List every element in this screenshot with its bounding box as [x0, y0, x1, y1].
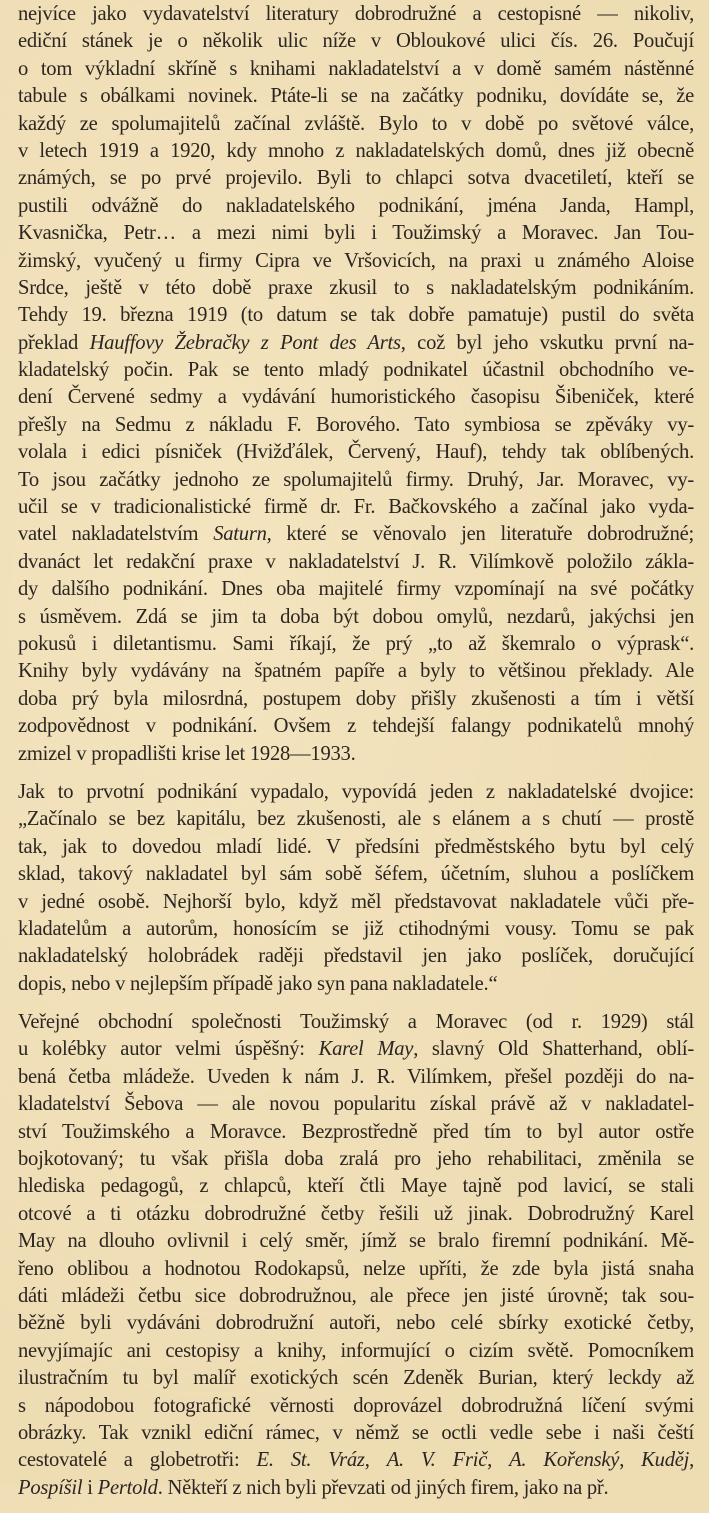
italic-text: A. V. Frič — [386, 1449, 488, 1472]
text-line — [18, 521, 694, 548]
text-segment: u kolébky autor velmi úspěšný: — [18, 1038, 319, 1061]
text-segment: May na dlouho ovlivnil i celý směr, jímž se bralo firemní podnikání. Mě- — [18, 1230, 694, 1253]
text-line — [18, 302, 694, 329]
text-segment: . Někteří z nich byli převzati od jiných firem, jako na př. — [157, 1476, 609, 1499]
text-line — [18, 631, 694, 658]
text-line — [18, 604, 694, 631]
text-segment: ství Toužimského a Moravce. Bezprostředně před tím to byl autor ostře — [18, 1120, 694, 1143]
text-segment: dení Červené sedmy a vydávání humoristického časopisu Šibeniček, které — [18, 386, 694, 409]
text-line — [18, 1228, 694, 1255]
text-line — [18, 1091, 694, 1118]
text-segment: Tehdy 19. března 1919 (to datum se tak dobře pamatuje) pustil do světa — [18, 304, 694, 327]
text-line — [18, 1393, 694, 1420]
text-line — [18, 549, 694, 576]
text-line — [18, 439, 694, 466]
text-line — [18, 686, 694, 713]
text-segment: žimský, vyučený u firmy Cipra ve Vršovicích, na praxi u známého Aloise — [18, 249, 694, 272]
text-segment: zodpovědnost v podnikání. Ovšem z tehdejší falangy podnikatelů mnohý — [18, 715, 694, 738]
italic-text: Pospíšil — [18, 1476, 83, 1499]
text-segment: , — [364, 1449, 387, 1472]
text-segment: hlediska pedagogů, z chlapců, kteří čtli Maye tajně pod lavicí, se stali — [18, 1175, 694, 1198]
text-segment: Jak to prvotní podnikání vypadalo, vypovídá jeden z nakladatelské dvojice: — [18, 780, 694, 803]
text-line — [18, 138, 694, 165]
text-line — [18, 1009, 694, 1036]
text-segment: pokusů i diletantismu. Sami říkají, že prý „to až škemralo o výprask“. — [18, 632, 694, 655]
text-line — [18, 1310, 694, 1337]
text-line — [18, 861, 694, 888]
italic-text: Pertold — [97, 1476, 158, 1499]
italic-text: E. St. Vráz — [256, 1449, 365, 1472]
text-segment: , — [487, 1449, 510, 1472]
text-line — [18, 658, 694, 685]
text-segment: i — [82, 1476, 98, 1499]
text-segment: s nápodobou fotografické věrnosti doprovázel dobrodružná líčení svými — [18, 1394, 694, 1417]
text-line — [18, 1256, 694, 1283]
text-segment: ediční stánek je o několik ulic níže v Obloukové ulici čís. 26. Poučují — [18, 30, 694, 53]
text-segment: zmizel v propadlišti krise let 1928—1933. — [18, 742, 356, 765]
text-line — [18, 1201, 694, 1228]
text-line — [18, 467, 694, 494]
text-line — [18, 193, 694, 220]
text-line — [18, 1173, 694, 1200]
paragraph — [18, 1009, 694, 1502]
text-line — [18, 1036, 694, 1063]
italic-text: Karel May — [318, 1038, 414, 1061]
text-segment: v letech 1919 a 1920, kdy mnoho z nakladatelských domů, dnes již obecně — [18, 139, 694, 162]
text-segment: , což byl jeho vskutku první na- — [400, 331, 694, 354]
italic-text: Saturn — [213, 523, 267, 546]
text-segment: o tom výkladní skříně s knihami nakladatelství a v domě samém nástěnné — [18, 57, 694, 80]
italic-text: Hauffovy Žebračky z Pont des Arts — [89, 331, 401, 354]
text-line — [18, 83, 694, 110]
text-line — [18, 779, 694, 806]
text-segment: Srdce, ještě v této době praxe zkusil to s nakladatelským podnikáním. — [18, 276, 694, 299]
text-segment: sklad, takový nakladatel byl sám sobě šéfem, účetním, sluhou a poslíčkem — [18, 863, 694, 886]
text-segment: dvanáct let redakční praxe v nakladatelství J. R. Vilímkově položilo zákla- — [18, 550, 694, 573]
text-segment: Knihy byly vydávány na špatném papíře a byly to většinou překlady. Ale — [18, 660, 694, 683]
text-line — [18, 165, 694, 192]
text-segment: dáti mládeži četbu sice dobrodružnou, ale přece jen jisté úrovně; tak sou- — [18, 1284, 694, 1307]
text-line — [18, 741, 694, 768]
text-segment: nevyjímajíc ani cestopisy a knihy, informující o cizím světě. Pomocníkem — [18, 1339, 694, 1362]
text-line — [18, 384, 694, 411]
text-segment: , — [689, 1449, 694, 1472]
text-line — [18, 1447, 694, 1474]
text-line — [18, 1146, 694, 1173]
text-segment: každý ze spolumajitelů začínal zvláště. Bylo to v době po světové válce, — [18, 112, 694, 135]
text-segment: tak, jak to dovedou mladí lidé. V předsíni předměstského bytu byl celý — [18, 835, 694, 858]
text-segment: otcové a ti otázku dobrodružné četby řešili už jinak. Dobrodružný Karel — [18, 1202, 694, 1225]
text-line — [18, 713, 694, 740]
text-segment: běžně byli vydáváni dobrodružní autoři, nebo celé sbírky exotické četby, — [18, 1312, 694, 1335]
text-line — [18, 412, 694, 439]
text-segment: pustili odvážně do nakladatelského podnikání, jména Janda, Hampl, — [18, 194, 694, 217]
text-segment: cestovatelé a globetrotři: — [18, 1449, 257, 1472]
text-segment: ilustračním tu byl malíř exotických scén Zdeněk Burian, který leckdy až — [18, 1367, 694, 1390]
text-segment: nakladatelský holobrádek raději představil jen jako poslíček, doručující — [18, 945, 694, 968]
text-line — [18, 1119, 694, 1146]
text-segment: , slavný Old Shatterhand, oblí- — [413, 1038, 694, 1061]
text-segment: známých, se po prvé projevilo. Byli to chlapci sotva dvacetiletí, kteří se — [18, 167, 694, 190]
text-segment: nejvíce jako vydavatelství literatury dobrodružné a cestopisné — nikoliv, — [18, 3, 694, 25]
text-line — [18, 1420, 694, 1447]
text-segment: v jedné osobě. Nejhorší bylo, když měl představovat nakladatele vůči pře- — [18, 890, 694, 913]
italic-text: Kuděj — [641, 1449, 690, 1472]
text-segment: bojkotovaný; tu však přišla doba zralá pro jeho rehabilitaci, změnila se — [18, 1148, 694, 1171]
text-line — [18, 56, 694, 83]
text-line — [18, 1338, 694, 1365]
text-segment: obrázky. Tak vznikl ediční rámec, v němž se octli vedle sebe i naši čeští — [18, 1421, 694, 1444]
text-line — [18, 889, 694, 916]
text-line — [18, 1, 694, 28]
paragraph — [18, 779, 694, 998]
text-segment: kladatelům a autorům, honosícím se již ctihodnými vousy. Tomu se pak — [18, 917, 694, 940]
text-segment: Veřejné obchodní společnosti Toužimský a Moravec (od r. 1929) stál — [18, 1011, 694, 1034]
text-segment: dopis, nebo v nejlepším případě jako syn pana nakladatele.“ — [18, 972, 498, 995]
text-segment: dy dalšího podnikání. Dnes oba majitelé firmy vzpomínají na své počátky — [18, 578, 694, 601]
text-segment: , — [619, 1449, 642, 1472]
text-segment: kladatelství Šebova — ale novou popularitu získal právě až v nakladatel- — [18, 1093, 694, 1116]
text-line — [18, 275, 694, 302]
text-line — [18, 806, 694, 833]
text-line — [18, 220, 694, 247]
document-page — [18, 1, 694, 1513]
text-segment: „Začínalo se bez kapitálu, bez zkušenosti, ale s elánem a s chutí — prostě — [18, 808, 694, 831]
text-line — [18, 111, 694, 138]
text-line — [18, 1365, 694, 1392]
text-segment: překlad — [18, 331, 90, 354]
text-line — [18, 28, 694, 55]
text-segment: doba prý byla milosrdná, postupem doby přišly zkušenosti a tím i větší — [18, 687, 694, 710]
text-segment: vatel nakladatelstvím — [18, 523, 214, 546]
text-segment: s úsměvem. Zdá se jim ta doba být dobou omylů, nezdarů, jakýchsi jen — [18, 605, 694, 628]
text-segment: řeno oblibou a hodnotou Rodokapsů, nelze upříti, že zde byla jistá snaha — [18, 1257, 694, 1280]
text-line — [18, 494, 694, 521]
text-line — [18, 1283, 694, 1310]
text-segment: To jsou začátky jednoho ze spolumajitelů firmy. Druhý, Jar. Moravec, vy- — [18, 468, 694, 491]
text-segment: volala i edici písniček (Hvižďálek, Červený, Hauf), tehdy tak oblíbených. — [18, 441, 694, 464]
text-segment: , které se věnovalo jen literatuře dobrodružné; — [266, 523, 694, 546]
text-line — [18, 916, 694, 943]
text-segment: tabule s obálkami novinek. Ptáte-li se na začátky podniku, dovídáte se, že — [18, 85, 694, 108]
paragraph — [18, 1, 694, 768]
text-line — [18, 943, 694, 970]
text-line — [18, 1064, 694, 1091]
text-line — [18, 357, 694, 384]
text-line — [18, 576, 694, 603]
text-segment: kladatelský počin. Pak se tento mladý podnikatel účastnil obchodního ve- — [18, 359, 694, 382]
text-line — [18, 971, 694, 998]
text-line — [18, 330, 694, 357]
text-line — [18, 1475, 694, 1502]
text-segment: přešly na Sedmu z nákladu F. Borového. Tato symbiosa se zpěváky vy- — [18, 413, 694, 436]
text-line — [18, 248, 694, 275]
text-segment: Kvasnička, Petr… a mezi nimi byli i Toužimský a Moravec. Jan Tou- — [18, 222, 694, 245]
text-segment: učil se v tradicionalistické firmě dr. Fr. Bačkovského a začínal jako vyda- — [18, 496, 694, 519]
text-segment: bená četba mládeže. Uveden k nám J. R. Vilímkem, přešel později do na- — [18, 1065, 694, 1088]
text-line — [18, 834, 694, 861]
italic-text: A. Kořenský — [509, 1449, 620, 1472]
